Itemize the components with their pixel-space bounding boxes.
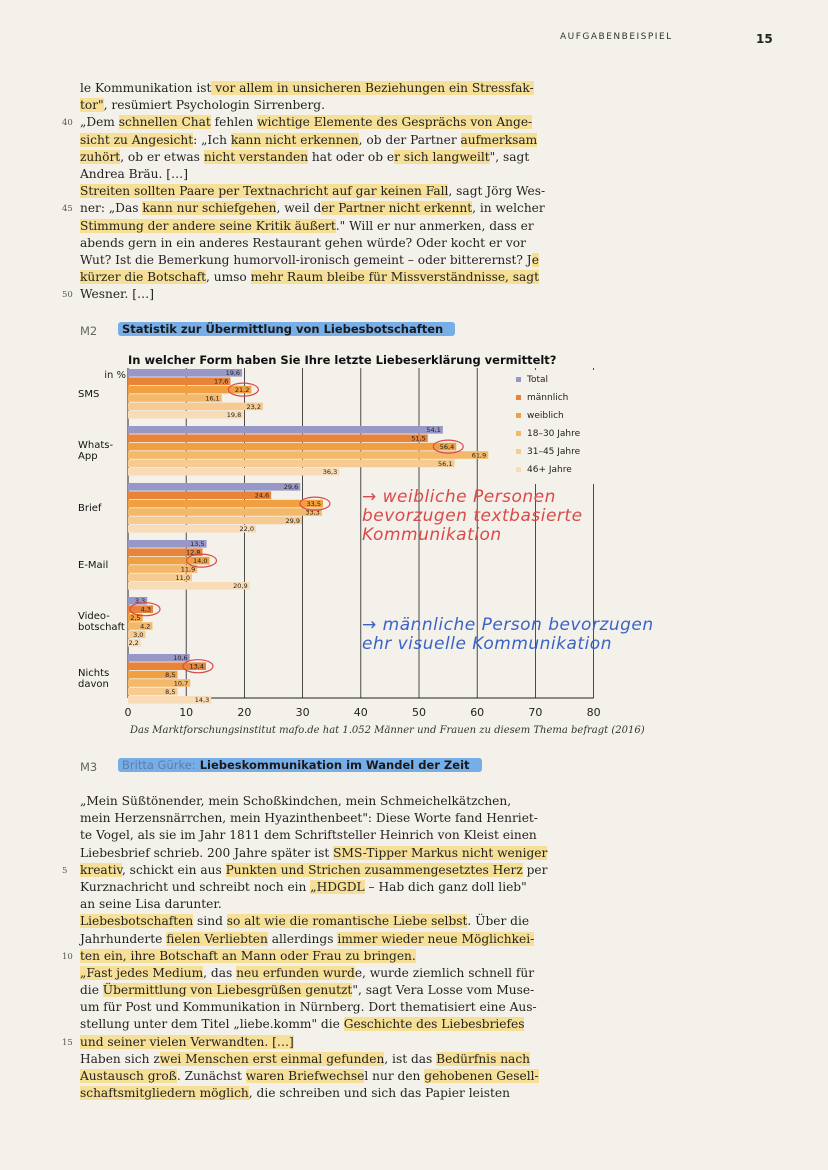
bar-value-label: 12,8 — [186, 548, 201, 557]
highlighted-text: Punkten und Strichen zusammengesetztes Herz — [225, 862, 523, 877]
line-number: 15 — [62, 1037, 73, 1048]
bar — [128, 426, 443, 434]
text-line — [62, 114, 533, 131]
text-span: stellung unter dem Titel „liebe.komm" die — [80, 1017, 344, 1032]
m3-label: M3 — [80, 760, 98, 774]
bar — [128, 386, 251, 394]
text-span: Kurznachricht und schreibt noch ein — [80, 879, 311, 894]
highlighted-text: tor" — [80, 98, 104, 113]
bar-value-label: 19,6 — [225, 369, 241, 378]
text-span: per — [522, 862, 548, 877]
bar-value-label: 36,3 — [322, 468, 338, 477]
bar-value-label: 3,3 — [134, 597, 146, 606]
bar — [128, 434, 428, 442]
line-number: 5 — [62, 865, 68, 876]
highlighted-text: kann nicht erkennen — [230, 132, 359, 147]
highlighted-text: und seiner vielen Verwandten. […] — [80, 1034, 294, 1049]
text-line — [62, 1034, 505, 1051]
bar-value-label: 21,2 — [234, 386, 250, 394]
highlighted-text: Bedürfnis nach — [436, 1051, 530, 1066]
legend-swatch — [516, 467, 521, 472]
highlighted-text: immer wieder neue Möglichkei- — [337, 931, 535, 946]
annotation-red-handwritten — [362, 488, 583, 545]
bar — [128, 491, 271, 499]
text-span: an seine Lisa darunter. — [80, 897, 222, 912]
text-span: Andrea Bräu. […] — [80, 166, 188, 181]
text-span: e, wurde ziemlich schnell für — [354, 965, 535, 980]
text-span: ner: „Das — [80, 201, 143, 216]
bar-value-label: 2,2 — [128, 639, 139, 648]
x-tick-label: 80 — [586, 706, 601, 719]
text-span: ", sagt Vera Losse vom Muse- — [352, 983, 535, 998]
bar-value-label: 19,8 — [226, 411, 242, 420]
bar — [128, 517, 302, 525]
annotation-line: Kommunikation — [362, 525, 502, 545]
highlighted-text: ten ein, ihre Botschaft an Mann oder Frau zu bringen. — [80, 948, 416, 963]
highlighted-text: neu erfunden wurd — [236, 965, 355, 980]
text-span: sind — [193, 914, 227, 929]
legend-swatch — [516, 395, 521, 400]
m3-title-bar — [118, 758, 482, 772]
x-tick-label: 30 — [295, 706, 310, 719]
annotation-blue-handwritten — [362, 616, 654, 654]
chart-title: In welcher Form haben Sie Ihre letzte Liebeserklärung vermittelt? — [128, 353, 557, 367]
highlighted-text: Streiten sollten Paare per Textnachricht auf gar keinen Fall — [80, 184, 449, 199]
legend-swatch — [516, 377, 521, 382]
line-number: 40 — [62, 118, 73, 129]
bar — [128, 508, 322, 516]
bar — [128, 483, 300, 491]
text-line — [80, 252, 539, 269]
category-label: Whats- — [78, 440, 114, 452]
highlighted-text: Geschichte des Liebesbriefes — [343, 1017, 525, 1032]
bar-value-label: 33,5 — [306, 500, 321, 508]
text-span: fehlen — [210, 115, 258, 130]
highlighted-text: vor allem in unsicheren Beziehungen ein Stressfak- — [211, 81, 534, 95]
text-line — [80, 132, 538, 149]
highlighted-text: mehr Raum bleibe für Missverständnisse, sagt — [250, 270, 540, 285]
x-tick-label: 20 — [237, 706, 252, 719]
text-line — [80, 879, 527, 896]
text-line — [62, 200, 545, 217]
text-span: mein Herzensnärrchen, mein Hyazinthenbeet": Diese Worte fand Henriet- — [80, 811, 538, 826]
text-line — [80, 931, 535, 948]
highlighted-text: zuhört — [80, 149, 121, 164]
text-span: le Kommunikation ist — [80, 81, 212, 95]
text-span: . Über die — [467, 914, 530, 929]
text-line — [80, 1068, 539, 1085]
text-line — [80, 845, 548, 862]
highlighted-text: kürzer die Botschaft — [80, 270, 206, 285]
text-line — [62, 948, 505, 965]
annotation-line: ehr visuelle Kommunikation — [362, 634, 612, 654]
highlighted-text: gehobenen Gesell- — [424, 1069, 539, 1083]
bar-value-label: 29,9 — [285, 516, 301, 525]
bar-value-label: 10,6 — [173, 654, 188, 663]
highlighted-text: SMS-Tipper Markus nicht weniger — [333, 845, 548, 860]
text-line — [80, 1051, 530, 1068]
highlighted-text: kreativ — [80, 862, 122, 877]
bar-value-label: 11,0 — [175, 573, 191, 582]
bar-value-label: 11,9 — [180, 565, 196, 574]
highlighted-text: sicht zu Angesicht — [80, 132, 194, 147]
category-label: davon — [78, 679, 109, 691]
page-number: 15 — [756, 32, 773, 46]
bar — [128, 468, 339, 476]
bar-value-label: 54,1 — [426, 426, 441, 435]
text-span: , das — [203, 965, 237, 980]
category-label: botschaft — [78, 622, 125, 634]
x-tick-label: 70 — [528, 706, 543, 719]
category-label: Video- — [78, 611, 110, 623]
m3-author: Britta Gürke: — [122, 758, 196, 772]
text-span: ", sagt — [489, 149, 530, 164]
bar-value-label: 14,0 — [192, 557, 208, 565]
text-line — [80, 97, 505, 114]
text-span: : „Ich — [193, 132, 231, 147]
bar — [128, 582, 250, 590]
text-span: allerdings — [267, 931, 338, 946]
highlighted-text: Austausch groß — [80, 1069, 177, 1083]
bar-value-label: 51,5 — [411, 434, 426, 443]
legend-label: 31–45 Jahre — [527, 447, 581, 457]
text-line — [80, 80, 534, 97]
category-label: SMS — [78, 389, 100, 401]
annotation-line: → männliche Person bevorzugen — [362, 615, 654, 635]
text-span: , ob er etwas — [120, 149, 204, 164]
bar — [128, 451, 488, 459]
highlighted-text: wichtige Elemente des Gesprächs von Ange- — [257, 115, 533, 130]
bar — [128, 525, 256, 533]
text-line — [80, 183, 546, 200]
bar-value-label: 13,5 — [190, 540, 205, 549]
text-span: , weil d — [276, 201, 322, 216]
bar-value-label: 3,0 — [133, 630, 144, 639]
y-axis-label: in % — [104, 370, 126, 381]
line-number: 10 — [62, 951, 73, 962]
text-line — [80, 982, 535, 999]
text-line — [80, 269, 540, 286]
text-span: Wut? Ist die Bemerkung humorvoll-ironisch gemeint – oder bitterernst? J — [80, 252, 532, 267]
bar — [128, 443, 456, 451]
m3-title: Liebeskommunikation im Wandel der Zeit — [199, 758, 470, 772]
text-span: , ist das — [384, 1051, 437, 1066]
bar-value-label: 23,2 — [246, 402, 262, 411]
x-tick-label: 0 — [124, 706, 132, 719]
bar-value-label: 56,4 — [439, 443, 455, 451]
legend-label: weiblich — [527, 411, 564, 421]
text-line — [80, 810, 538, 827]
annotation-line: bevorzugen textbasierte — [362, 506, 583, 526]
text-span: „Mein Süßtönender, mein Schoßkindchen, mein Schmeichelkätzchen, — [80, 794, 512, 808]
text-line — [62, 862, 548, 879]
legend-label: Total — [527, 375, 549, 385]
category-label: Nichts — [78, 668, 110, 680]
text-span: , ob der Partner — [358, 132, 461, 147]
annotation-line: → weibliche Personen — [362, 487, 556, 507]
text-line — [80, 235, 526, 252]
text-line — [80, 793, 512, 810]
bar-value-label: 33,3 — [305, 508, 320, 517]
bar — [128, 460, 455, 468]
highlighted-text: schnellen Chat — [118, 115, 211, 130]
highlighted-text: Liebesbotschaften — [80, 914, 194, 929]
bar-value-label: 4,2 — [140, 622, 151, 631]
m1-text-block — [62, 80, 546, 303]
legend-swatch — [516, 413, 521, 418]
text-span: – Hab dich ganz doll lieb" — [364, 879, 527, 894]
text-span: die — [80, 983, 103, 998]
bar-value-label: 56,1 — [438, 459, 453, 468]
text-span: , sagt Jörg Wes- — [448, 184, 546, 199]
bar-value-label: 13,4 — [189, 662, 204, 671]
bar-value-label: 8,5 — [165, 687, 176, 696]
text-line — [80, 896, 505, 913]
bar-value-label: 14,3 — [194, 696, 210, 705]
text-span: Haben sich z — [80, 1051, 160, 1066]
text-span: Jahrhunderte — [80, 931, 167, 946]
text-span: , die schreiben und sich das Papier leisten — [248, 1086, 510, 1101]
highlighted-text: nicht verstanden — [203, 149, 309, 164]
bar-value-label: 4,3 — [140, 605, 152, 614]
bar-value-label: 20,9 — [233, 582, 248, 591]
category-label: E-Mail — [78, 560, 109, 572]
text-span: Liebesbrief schrieb. 200 Jahre später ist — [80, 845, 334, 860]
bar-value-label: 8,5 — [165, 671, 176, 679]
highlighted-text: e — [531, 252, 539, 267]
line-number: 50 — [62, 290, 73, 301]
highlighted-text: er Partner nicht erkennt — [321, 201, 473, 216]
highlighted-text: waren Briefwechse — [245, 1069, 365, 1083]
line-number: 45 — [62, 204, 73, 215]
text-line — [80, 1085, 510, 1102]
text-line — [80, 827, 537, 844]
highlighted-text: wei Menschen erst einmal gefunden — [159, 1051, 385, 1066]
legend-label: männlich — [527, 393, 569, 403]
category-label: Brief — [78, 503, 102, 515]
text-line — [80, 913, 530, 930]
legend-swatch — [516, 449, 521, 454]
bar-value-label: 17,6 — [213, 377, 229, 386]
bar-value-label: 2,5 — [130, 614, 141, 622]
x-tick-label: 10 — [179, 706, 194, 719]
legend-label: 18–30 Jahre — [527, 429, 581, 439]
highlighted-text: „HDGDL — [310, 879, 365, 894]
bar — [128, 500, 323, 508]
text-line — [80, 1016, 525, 1033]
text-line — [80, 218, 534, 235]
text-line — [80, 965, 535, 982]
bar-value-label: 24,6 — [254, 491, 270, 500]
x-tick-label: 50 — [412, 706, 426, 719]
highlighted-text: Stimmung der andere seine Kritik äußert — [80, 218, 336, 233]
highlighted-text: schaftsmitgliedern möglich — [80, 1086, 249, 1101]
bar-value-label: 16,1 — [205, 394, 220, 403]
text-span: , schickt ein aus — [121, 862, 226, 877]
text-line — [80, 999, 537, 1016]
text-span: , in welcher — [472, 201, 545, 216]
text-span: . Zunächst — [176, 1069, 246, 1083]
highlighted-text: kann nur schiefgehen — [142, 201, 277, 216]
highlighted-text: so alt wie die romantische Liebe selbst — [226, 914, 468, 929]
text-span: Wesner. […] — [80, 287, 154, 302]
highlighted-text: Übermittlung von Liebesgrüßen genutzt — [102, 983, 353, 998]
m2-title: Statistik zur Übermittlung von Liebesbotschaften — [118, 322, 455, 336]
text-line — [80, 166, 505, 183]
text-span: , umso — [205, 270, 251, 285]
chart-source: Das Marktforschungsinstitut mafo.de hat 1.052 Männer und Frauen zu diesem Thema befragt (2016) — [130, 725, 645, 736]
m2-label: M2 — [80, 324, 98, 338]
highlighted-text: fielen Verliebten — [166, 931, 268, 946]
highlighted-text: r sich langweilt — [394, 149, 490, 164]
bar — [128, 403, 263, 411]
text-span: abends gern in ein anderes Restaurant gehen würde? Oder kocht er vor — [80, 235, 526, 250]
x-tick-label: 40 — [353, 706, 368, 719]
legend-label: 46+ Jahre — [527, 465, 572, 475]
bar-value-label: 29,6 — [283, 483, 299, 492]
bar-value-label: 22,0 — [239, 525, 255, 534]
highlighted-text: aufmerksam — [460, 132, 538, 147]
text-line — [62, 286, 505, 303]
text-line — [80, 149, 530, 166]
text-span: l nur den — [364, 1069, 425, 1083]
x-tick-label: 60 — [470, 706, 485, 719]
text-span: , resümiert Psychologin Sirrenberg. — [103, 98, 325, 113]
category-label: App — [78, 451, 98, 463]
running-header: AUFGABENBEISPIEL — [560, 32, 673, 42]
m3-text-block — [62, 793, 548, 1102]
text-span: hat oder ob e — [308, 149, 395, 164]
text-span: te Vogel, als sie im Jahr 1811 dem Schriftsteller Heinrich von Kleist einen — [80, 828, 537, 843]
text-span: um für Post und Kommunikation in Nürnberg. Dort thematisiert eine Aus- — [80, 1000, 537, 1015]
text-span: „Dem — [80, 115, 119, 130]
legend-swatch — [516, 431, 521, 436]
bar-value-label: 61,9 — [471, 451, 487, 460]
text-span: ." Will er nur anmerken, dass er — [335, 218, 534, 233]
bar-value-label: 10,7 — [173, 679, 189, 688]
highlighted-text: „Fast jedes Medium — [80, 965, 204, 980]
